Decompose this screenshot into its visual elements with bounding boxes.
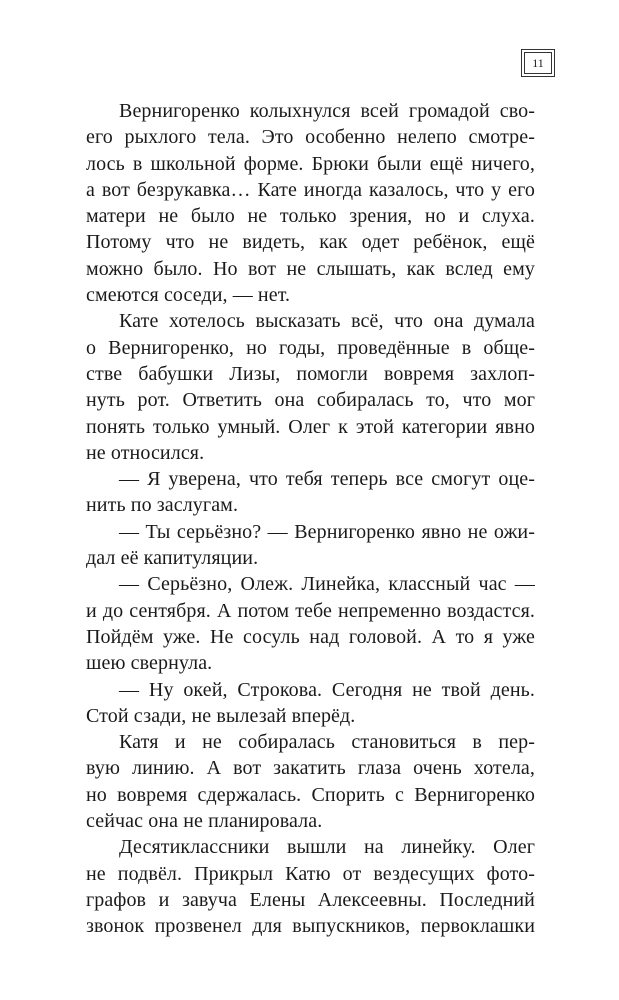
text-line: Пойдём уже. Не сосуль над головой. А то я уже: [86, 625, 535, 648]
paragraph: [86, 519, 535, 572]
text-line: о Вернигоренко, но годы, проведённые в обще-: [86, 336, 535, 359]
paragraph: [86, 308, 535, 466]
text-line: не относился.: [86, 441, 205, 464]
text-line: шею свернула.: [86, 652, 213, 675]
text-line: — Ну окей, Строкова. Сегодня не твой день.: [119, 678, 535, 701]
text-line: графов и завуча Елены Алексеевны. Последний: [86, 888, 535, 911]
text-line: сейчас она не планировала.: [86, 810, 323, 833]
text-line: смеются соседи, — нет.: [86, 284, 291, 307]
text-line: Катя и не собиралась становиться в пер-: [119, 731, 535, 754]
text-line: Кате хотелось высказать всё, что она думала: [119, 310, 535, 333]
paragraph: [86, 729, 535, 834]
page-number-frame: [521, 49, 555, 77]
text-line: его рыхлого тела. Это особенно нелепо смотре-: [86, 126, 535, 149]
page-number: 11: [524, 52, 552, 74]
text-line: понять только умный. Олег к этой категории явно: [86, 415, 535, 438]
text-line: лось в школьной форме. Брюки были ещё ничего,: [86, 152, 535, 175]
text-line: — Я уверена, что тебя теперь все смогут оце-: [119, 468, 535, 491]
text-line: звонок прозвенел для выпускников, первоклашки: [86, 915, 535, 938]
text-line: Вернигоренко колыхнулся всей громадой сво-: [119, 100, 535, 122]
paragraph: [86, 834, 535, 939]
paragraph: [86, 98, 535, 308]
paragraph: [86, 571, 535, 676]
body-text: [86, 98, 535, 940]
text-line: Стой сзади, не вылезай вперёд.: [86, 704, 356, 727]
text-line: вую линию. А вот закатить глаза очень хотела,: [86, 757, 535, 780]
text-line: дал её капитуляции.: [86, 547, 259, 570]
text-line: — Серьёзно, Олеж. Линейка, классный час —: [119, 573, 535, 596]
text-line: — Ты серьёзно? — Вернигоренко явно не ожи-: [119, 520, 535, 543]
text-line: нить по заслугам.: [86, 494, 239, 517]
text-line: можно было. Но вот не слышать, как вслед ему: [86, 257, 535, 280]
text-line: Десятиклассники вышли на линейку. Олег: [119, 836, 535, 859]
text-line: а вот безрукавка… Кате иногда казалось, что у его: [86, 178, 535, 201]
text-line: и до сентября. А потом тебе непременно воздастся.: [86, 599, 535, 622]
text-line: но вовремя сдержалась. Спорить с Вернигоренко: [86, 783, 535, 806]
text-line: Потому что не видеть, как одет ребёнок, ещё: [86, 231, 535, 254]
paragraph: [86, 677, 535, 730]
text-line: нуть рот. Ответить она собиралась то, что мог: [86, 389, 535, 412]
text-line: стве бабушки Лизы, помогли вовремя захлоп-: [86, 362, 535, 385]
paragraph: [86, 466, 535, 519]
text-line: матери не было не только зрения, но и слуха.: [86, 205, 535, 228]
text-line: не подвёл. Прикрыл Катю от вездесущих фото-: [86, 862, 535, 885]
